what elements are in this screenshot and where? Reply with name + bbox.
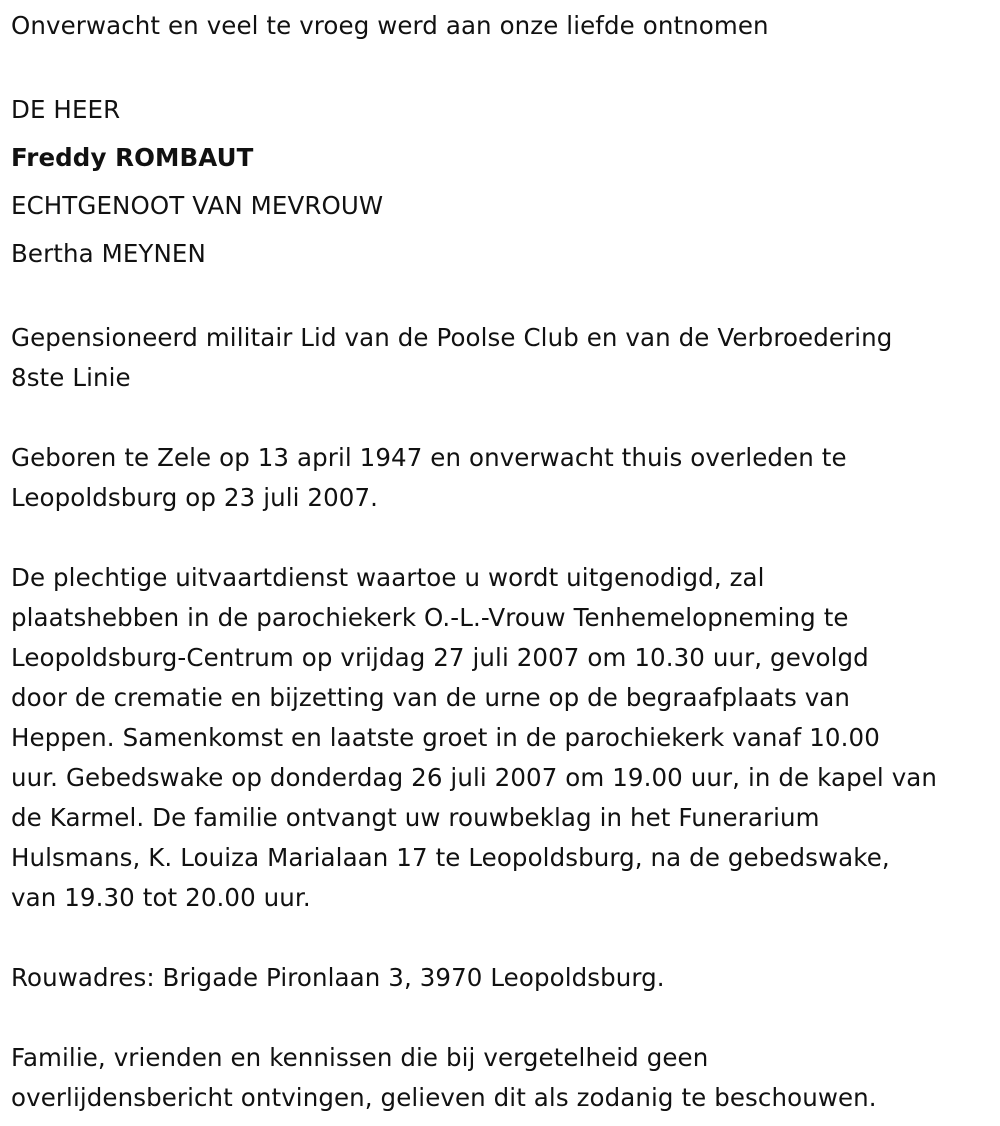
occupation-line: Gepensioneerd militair Lid van de Poolse Club en van de Verbroedering <box>11 323 893 352</box>
closing-line: Familie, vrienden en kennissen die bij vergetelheid geen <box>11 1043 709 1072</box>
intro-line: Onverwacht en veel te vroeg werd aan onze liefde ontnomen <box>11 11 769 40</box>
funeral-line: uur. Gebedswake op donderdag 26 juli 2007 om 19.00 uur, in de kapel van <box>11 763 938 792</box>
spacer <box>11 46 996 86</box>
honorific: DE HEER <box>11 95 121 124</box>
spacer <box>11 518 996 558</box>
mourning-address: Rouwadres: Brigade Pironlaan 3, 3970 Leopoldsburg. <box>11 963 665 992</box>
spacer <box>11 998 996 1038</box>
obituary-document <box>11 6 996 1118</box>
funeral-line: Hulsmans, K. Louiza Marialaan 17 te Leopoldsburg, na de gebedswake, <box>11 843 890 872</box>
funeral-line: De plechtige uitvaartdienst waartoe u wordt uitgenodigd, zal <box>11 563 765 592</box>
spacer <box>11 278 996 318</box>
deceased-name: Freddy ROMBAUT <box>11 143 254 172</box>
birth-death-line: Leopoldsburg op 23 juli 2007. <box>11 483 379 512</box>
funeral-line: Leopoldsburg-Centrum op vrijdag 27 juli 2007 om 10.30 uur, gevolgd <box>11 643 869 672</box>
spacer <box>11 918 996 958</box>
spacer <box>11 398 996 438</box>
closing-line: overlijdensbericht ontvingen, gelieven dit als zodanig te beschouwen. <box>11 1083 877 1112</box>
funeral-line: door de crematie en bijzetting van de urne op de begraafplaats van <box>11 683 851 712</box>
birth-death-line: Geboren te Zele op 13 april 1947 en onverwacht thuis overleden te <box>11 443 847 472</box>
funeral-line: de Karmel. De familie ontvangt uw rouwbeklag in het Funerarium <box>11 803 820 832</box>
funeral-line: Heppen. Samenkomst en laatste groet in de parochiekerk vanaf 10.00 <box>11 723 880 752</box>
spouse-name: Bertha MEYNEN <box>11 239 206 268</box>
spouse-label: ECHTGENOOT VAN MEVROUW <box>11 191 384 220</box>
funeral-paragraph <box>11 558 996 918</box>
funeral-line: plaatshebben in de parochiekerk O.-L.-Vrouw Tenhemelopneming te <box>11 603 849 632</box>
birth-death-paragraph <box>11 438 996 518</box>
closing-paragraph <box>11 1038 996 1118</box>
occupation-line: 8ste Linie <box>11 363 131 392</box>
occupation-paragraph <box>11 318 996 398</box>
funeral-line: van 19.30 tot 20.00 uur. <box>11 883 311 912</box>
